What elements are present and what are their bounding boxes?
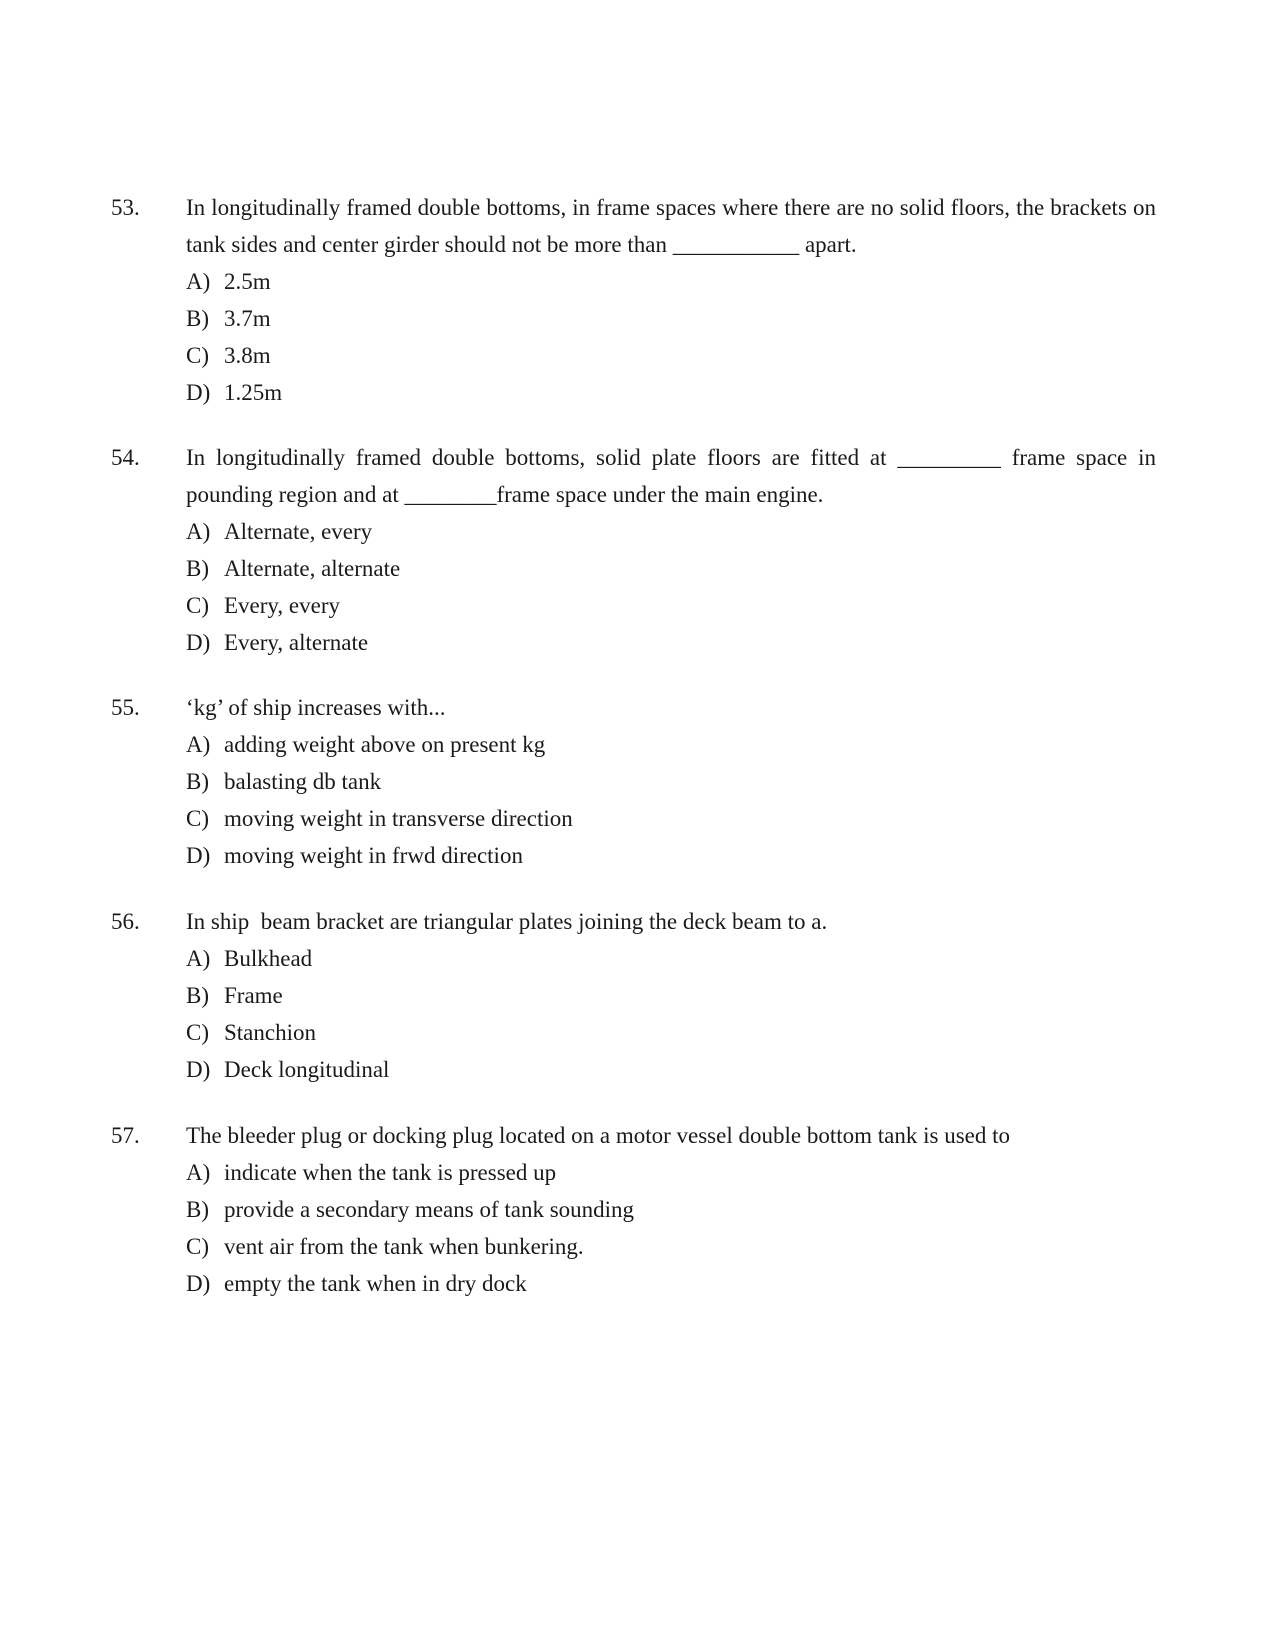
question-text: The bleeder plug or docking plug located on a motor vessel double bottom tank is used to [186, 1123, 1010, 1148]
option-text: 3.8m [224, 343, 271, 368]
option-letter: C) [186, 1234, 209, 1259]
option-letter: C) [186, 343, 209, 368]
question-53 [111, 189, 1156, 411]
question-number: 53. [111, 195, 140, 220]
option-text: Alternate, every [224, 519, 373, 544]
option-letter: D) [186, 630, 211, 655]
question-text: ‘kg’ of ship increases with... [186, 695, 446, 720]
option-letter: B) [186, 556, 209, 581]
option-a[interactable] [186, 1154, 1156, 1191]
option-text: Every, every [224, 593, 340, 618]
option-text: 1.25m [224, 380, 283, 405]
option-text: 3.7m [224, 306, 271, 331]
question-number: 54. [111, 445, 140, 470]
option-text: Every, alternate [224, 630, 369, 655]
question-text: In ship beam bracket are triangular plates joining the deck beam to a. [186, 909, 828, 934]
option-letter: A) [186, 732, 211, 757]
question-number: 55. [111, 695, 140, 720]
option-c[interactable] [186, 337, 1156, 374]
option-text: empty the tank when in dry dock [224, 1271, 527, 1296]
option-letter: D) [186, 843, 211, 868]
option-text: adding weight above on present kg [224, 732, 546, 757]
option-a[interactable] [186, 726, 1156, 763]
option-letter: C) [186, 1020, 209, 1045]
option-c[interactable] [186, 1228, 1156, 1265]
option-text: Deck longitudinal [224, 1057, 390, 1082]
option-letter: B) [186, 1197, 209, 1222]
option-letter: B) [186, 983, 209, 1008]
option-text: provide a secondary means of tank sounding [224, 1197, 635, 1222]
option-c[interactable] [186, 587, 1156, 624]
option-text: indicate when the tank is pressed up [224, 1160, 557, 1185]
option-text: balasting db tank [224, 769, 382, 794]
option-b[interactable] [186, 1191, 1156, 1228]
option-text: moving weight in transverse direction [224, 806, 573, 831]
option-a[interactable] [186, 263, 1156, 300]
option-text: Alternate, alternate [224, 556, 401, 581]
option-text: Bulkhead [224, 946, 313, 971]
option-letter: C) [186, 806, 209, 831]
option-c[interactable] [186, 800, 1156, 837]
option-text: moving weight in frwd direction [224, 843, 523, 868]
option-letter: D) [186, 1271, 211, 1296]
option-d[interactable] [186, 374, 1156, 411]
option-letter: D) [186, 380, 211, 405]
question-text: In longitudinally framed double bottoms, solid plate floors are fitted at _________ frame space in pounding region and at ________frame space under the main engine. [186, 445, 1156, 507]
option-text: 2.5m [224, 269, 271, 294]
option-a[interactable] [186, 513, 1156, 550]
option-text: Frame [224, 983, 283, 1008]
option-letter: A) [186, 946, 211, 971]
option-b[interactable] [186, 300, 1156, 337]
option-b[interactable] [186, 977, 1156, 1014]
option-d[interactable] [186, 837, 1156, 874]
question-number: 57. [111, 1123, 140, 1148]
question-text: In longitudinally framed double bottoms, in frame spaces where there are no solid floors, the brackets on tank sides and center girder should not be more than ___________ apart. [186, 195, 1156, 257]
option-letter: B) [186, 769, 209, 794]
option-d[interactable] [186, 1051, 1156, 1088]
option-letter: A) [186, 269, 211, 294]
option-letter: A) [186, 519, 211, 544]
option-letter: C) [186, 593, 209, 618]
option-text: vent air from the tank when bunkering. [224, 1234, 584, 1259]
question-number: 56. [111, 909, 140, 934]
option-d[interactable] [186, 1265, 1156, 1302]
option-b[interactable] [186, 763, 1156, 800]
question-55 [111, 689, 1156, 874]
option-letter: B) [186, 306, 209, 331]
option-letter: A) [186, 1160, 211, 1185]
question-56 [111, 903, 1156, 1088]
question-57 [111, 1117, 1156, 1302]
option-d[interactable] [186, 624, 1156, 661]
option-b[interactable] [186, 550, 1156, 587]
option-text: Stanchion [224, 1020, 316, 1045]
option-a[interactable] [186, 940, 1156, 977]
question-54 [111, 439, 1156, 661]
option-letter: D) [186, 1057, 211, 1082]
option-c[interactable] [186, 1014, 1156, 1051]
